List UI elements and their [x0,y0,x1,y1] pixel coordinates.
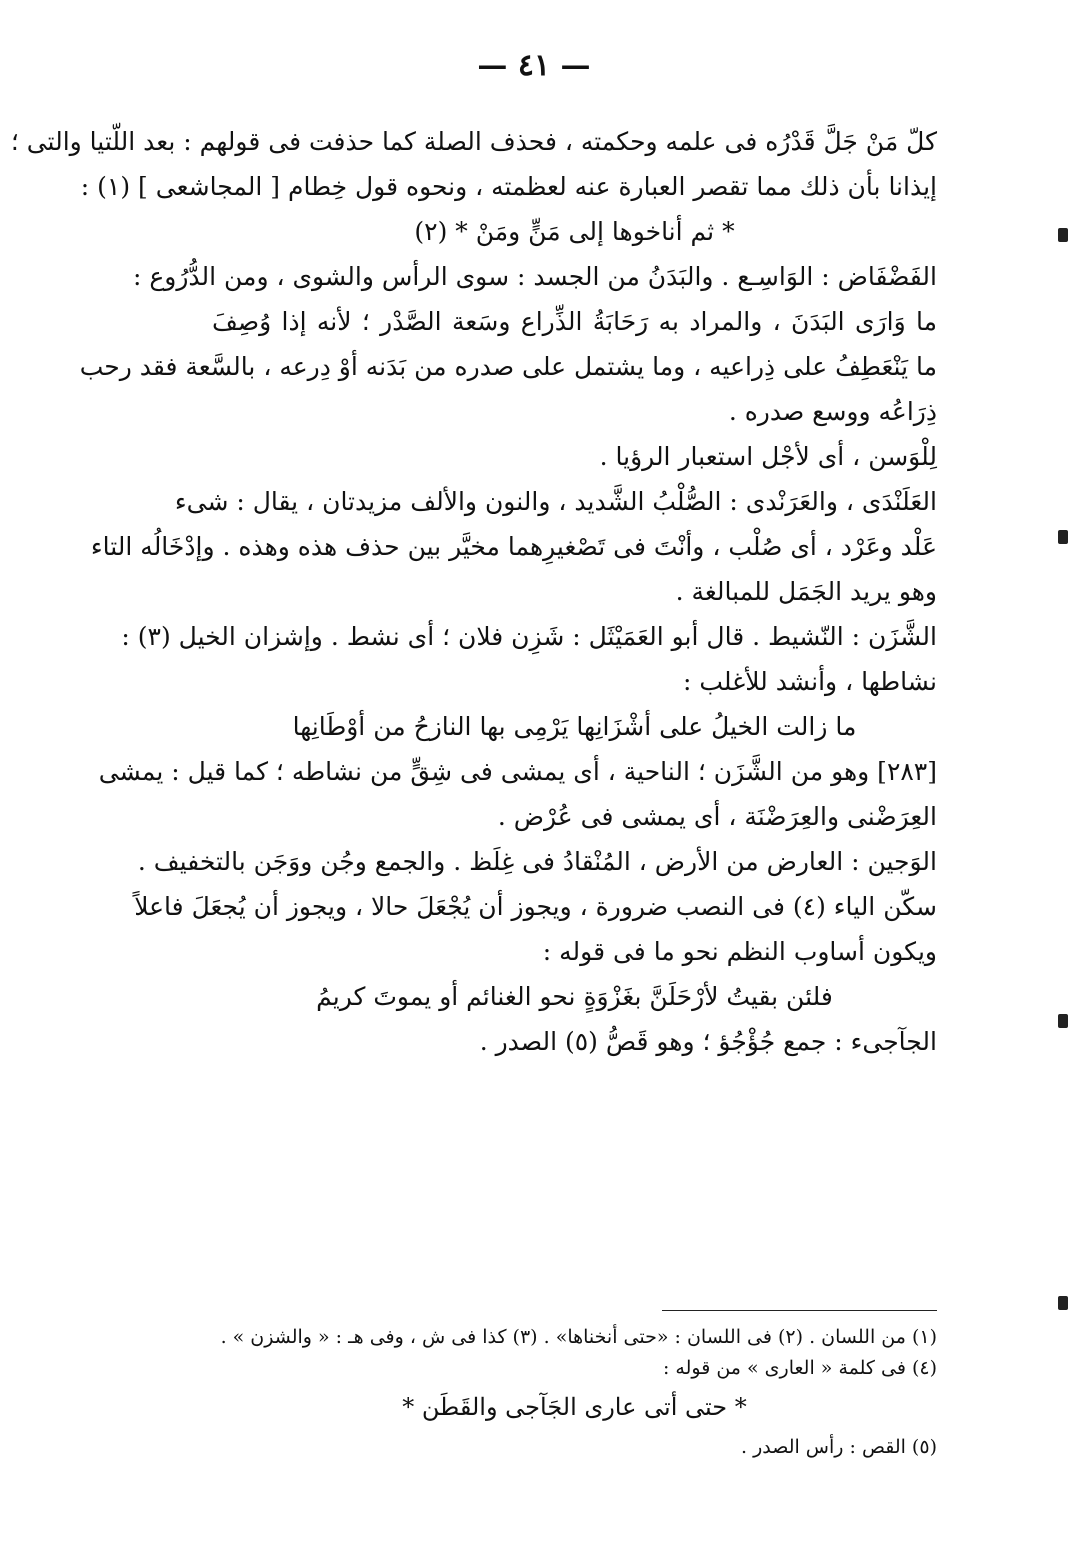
text-line: ما وَارَى البَدَنَ ، والمراد به رَحَابَةُ الذِّراع وسَعة الصَّدْر ؛ لأنه إذا وُصِفَ [212,307,937,336]
margin-mark [1058,530,1068,544]
text-line: سكّن الياء (٤) فى النصب ضرورة ، ويجوز أن يُجْعَلَ حالا ، ويجوز أن يُجعَلَ فاعلاً [134,892,937,921]
text-line: العَلَنْدَى ، والعَرَنْدى : الصُّلْبُ الشَّديد ، والنون والألف مزيدتان ، يقال : شىء [174,487,937,516]
text-line: كلّ مَنْ جَلَّ قَدْرُه فى علمه وحكمته ، فحذف الصلة كما حذفت فى قولهم : بعد اللّتيا والتى ؛ [10,127,937,156]
page-number: — ٤١ — [477,48,591,83]
verse-line: فلئن بقيتُ لأرْحَلَنَّ بغَزْوَةٍ نحو الغنائم أو يموتَ كريمُ [316,982,833,1011]
margin-mark [1058,1296,1068,1310]
footnote-divider [662,1310,937,1311]
footnote-line: (١) من اللسان . (٢) فى اللسان : «حتى أنخناها» . (٣) كذا فى ش ، وفى هـ : « والشزن » . [220,1326,937,1348]
text-line: إيذانا بأن ذلك مما تقصر العبارة عنه لعظمته ، ونحوه قول خِطام [ المجاشعى ] (١) : [80,172,937,201]
body-text [10,120,937,1065]
text-line: ما يَنْعَطِفُ على ذِراعيه ، وما يشتمل على صدره من بَدَنه أوْ دِرعه ، بالسَّعة فقد رحب [79,352,937,381]
text-line: الفَضْفَاض : الوَاسِـع . والبَدَنُ من الجسد : سوى الرأس والشوى ، ومن الدُّرُوع : [132,262,937,291]
text-line: الجآجىء : جمع جُؤْجُؤ ؛ وهو قَصُّ (٥) الصدر . [479,1027,937,1056]
text-line: وهو يريد الجَمَل للمبالغة . [675,577,937,606]
text-line: [٢٨٣] وهو من الشَّزَن ؛ الناحية ، أى يمشى فى شِقٍّ من نشاطه ؛ كما قيل : يمشى [98,757,937,786]
footnotes [212,1322,937,1463]
text-line: ويكون أساوب النظم نحو ما فى قوله : [542,937,937,966]
footnote-verse: * حتى أتى عارى الجَآجى والقَطَن * [402,1393,747,1421]
text-line: لِلْوَسن ، أى لأجْل استعبار الرؤيا . [599,442,937,471]
text-line: العِرَضْنى والعِرَضْنَة ، أى يمشى فى عُرْض . [497,802,937,831]
text-line: الشَّزَن : النّشيط . قال أبو العَمَيْثَل : شَزِن فلان ؛ أى نشط . وإشزان الخيل (٣) : [121,622,937,651]
verse-line: ما زالت الخيلُ على أشْزَانِها يَرْمِى بها النازحُ من أوْطَانِها [292,712,857,741]
margin-mark [1058,228,1068,242]
margin-mark [1058,1014,1068,1028]
text-line: ذِرَاعُه ووسع صدره . [728,397,937,426]
footnote-line: (٥) القص : رأس الصدر . [741,1436,937,1458]
text-line: نشاطها ، وأنشد للأغلب : [682,667,937,696]
footnote-line: (٤) فى كلمة « العارى » من قوله : [662,1357,937,1379]
text-line: الوَجين : العارض من الأرض ، المُنْقادُ فى غِلَظ . والجمع وجُن ووَجَن بالتخفيف . [137,847,937,876]
verse-line: * ثم أناخوها إلى مَنٍّ ومَنْ * (٢) [414,217,735,246]
text-line: عَلْد وعَرْد ، أى صُلْب ، وأنْتَ فى تَصْغيرِهما مخيَّر بين حذف هذه وهذه . وإدْخَالُه التاء [90,532,937,561]
